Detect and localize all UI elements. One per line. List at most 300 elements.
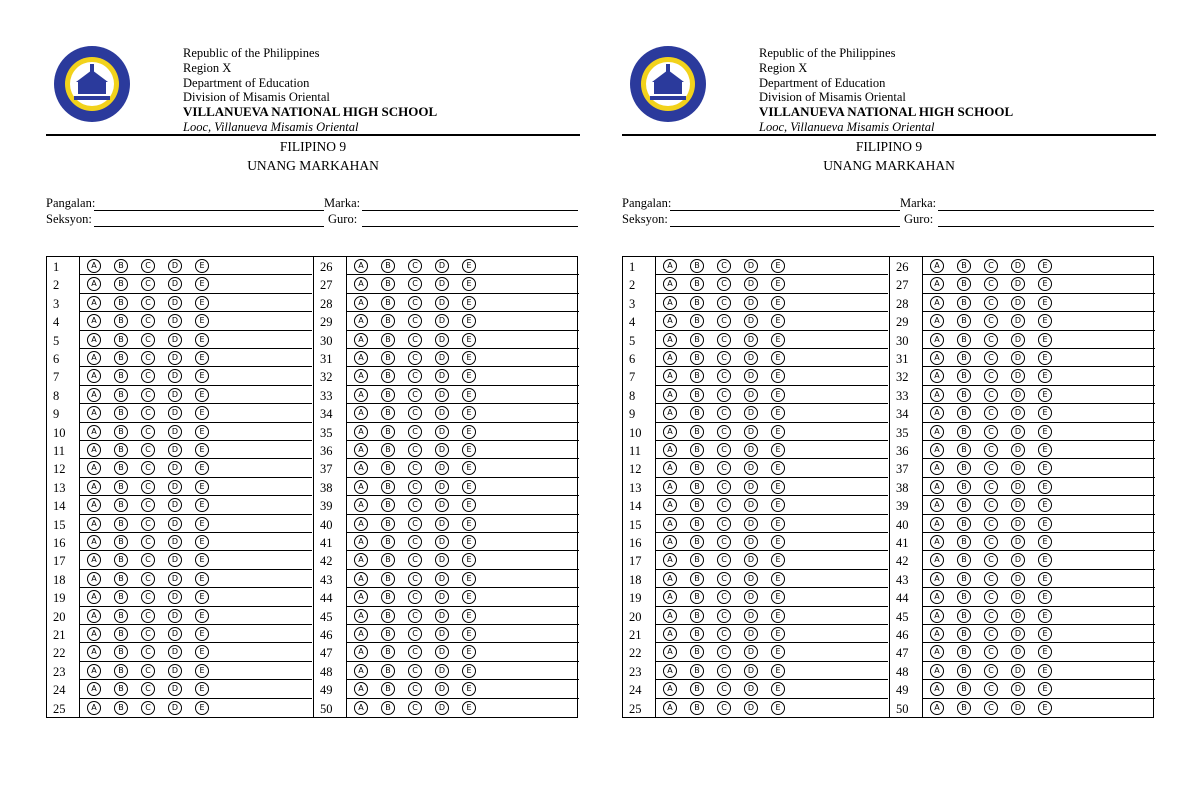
choice-bubble-e[interactable]: E	[195, 517, 209, 531]
choice-bubble-d[interactable]: D	[168, 572, 182, 586]
choice-bubble-e[interactable]: E	[195, 664, 209, 678]
choice-bubble-c[interactable]: C	[984, 406, 998, 420]
choice-bubble-b[interactable]: B	[114, 517, 128, 531]
choice-bubble-c[interactable]: C	[141, 333, 155, 347]
choice-bubble-b[interactable]: B	[957, 590, 971, 604]
choice-bubble-e[interactable]: E	[771, 535, 785, 549]
choice-bubble-b[interactable]: B	[381, 425, 395, 439]
choice-bubble-c[interactable]: C	[984, 517, 998, 531]
choice-bubble-a[interactable]: A	[87, 480, 101, 494]
choice-bubble-d[interactable]: D	[435, 517, 449, 531]
choice-bubble-e[interactable]: E	[462, 682, 476, 696]
choice-bubble-e[interactable]: E	[195, 461, 209, 475]
choice-bubble-b[interactable]: B	[957, 406, 971, 420]
choice-bubble-b[interactable]: B	[957, 535, 971, 549]
choice-bubble-d[interactable]: D	[744, 333, 758, 347]
choice-bubble-c[interactable]: C	[984, 461, 998, 475]
choice-bubble-c[interactable]: C	[141, 682, 155, 696]
choice-bubble-e[interactable]: E	[1038, 517, 1052, 531]
choice-bubble-d[interactable]: D	[1011, 443, 1025, 457]
choice-bubble-b[interactable]: B	[690, 535, 704, 549]
choice-bubble-c[interactable]: C	[408, 682, 422, 696]
choice-bubble-d[interactable]: D	[1011, 627, 1025, 641]
choice-bubble-a[interactable]: A	[663, 277, 677, 291]
choice-bubble-d[interactable]: D	[744, 553, 758, 567]
choice-bubble-d[interactable]: D	[1011, 664, 1025, 678]
choice-bubble-d[interactable]: D	[435, 701, 449, 715]
choice-bubble-d[interactable]: D	[435, 296, 449, 310]
choice-bubble-a[interactable]: A	[930, 535, 944, 549]
choice-bubble-a[interactable]: A	[354, 443, 368, 457]
choice-bubble-b[interactable]: B	[690, 664, 704, 678]
choice-bubble-e[interactable]: E	[195, 480, 209, 494]
choice-bubble-e[interactable]: E	[1038, 498, 1052, 512]
choice-bubble-e[interactable]: E	[771, 406, 785, 420]
choice-bubble-a[interactable]: A	[354, 388, 368, 402]
choice-bubble-b[interactable]: B	[114, 609, 128, 623]
choice-bubble-e[interactable]: E	[771, 259, 785, 273]
choice-bubble-b[interactable]: B	[381, 259, 395, 273]
choice-bubble-a[interactable]: A	[663, 369, 677, 383]
choice-bubble-d[interactable]: D	[168, 535, 182, 549]
choice-bubble-e[interactable]: E	[1038, 388, 1052, 402]
choice-bubble-c[interactable]: C	[717, 553, 731, 567]
choice-bubble-d[interactable]: D	[1011, 701, 1025, 715]
choice-bubble-a[interactable]: A	[354, 314, 368, 328]
choice-bubble-e[interactable]: E	[1038, 406, 1052, 420]
choice-bubble-b[interactable]: B	[690, 425, 704, 439]
choice-bubble-d[interactable]: D	[435, 535, 449, 549]
choice-bubble-b[interactable]: B	[381, 461, 395, 475]
choice-bubble-d[interactable]: D	[168, 664, 182, 678]
choice-bubble-e[interactable]: E	[1038, 627, 1052, 641]
choice-bubble-b[interactable]: B	[957, 701, 971, 715]
choice-bubble-e[interactable]: E	[771, 425, 785, 439]
choice-bubble-c[interactable]: C	[408, 443, 422, 457]
choice-bubble-b[interactable]: B	[957, 682, 971, 696]
choice-bubble-b[interactable]: B	[957, 259, 971, 273]
choice-bubble-e[interactable]: E	[771, 553, 785, 567]
choice-bubble-e[interactable]: E	[771, 296, 785, 310]
choice-bubble-c[interactable]: C	[141, 277, 155, 291]
choice-bubble-b[interactable]: B	[957, 314, 971, 328]
choice-bubble-e[interactable]: E	[1038, 314, 1052, 328]
choice-bubble-d[interactable]: D	[168, 682, 182, 696]
choice-bubble-b[interactable]: B	[114, 590, 128, 604]
choice-bubble-d[interactable]: D	[435, 461, 449, 475]
choice-bubble-d[interactable]: D	[168, 388, 182, 402]
choice-bubble-a[interactable]: A	[930, 461, 944, 475]
choice-bubble-e[interactable]: E	[195, 314, 209, 328]
choice-bubble-d[interactable]: D	[168, 498, 182, 512]
choice-bubble-d[interactable]: D	[744, 388, 758, 402]
choice-bubble-c[interactable]: C	[717, 314, 731, 328]
choice-bubble-c[interactable]: C	[141, 480, 155, 494]
choice-bubble-e[interactable]: E	[462, 590, 476, 604]
choice-bubble-a[interactable]: A	[87, 590, 101, 604]
choice-bubble-a[interactable]: A	[663, 406, 677, 420]
choice-bubble-b[interactable]: B	[690, 517, 704, 531]
choice-bubble-b[interactable]: B	[381, 609, 395, 623]
choice-bubble-d[interactable]: D	[168, 480, 182, 494]
choice-bubble-e[interactable]: E	[195, 388, 209, 402]
choice-bubble-d[interactable]: D	[744, 369, 758, 383]
choice-bubble-d[interactable]: D	[744, 406, 758, 420]
choice-bubble-c[interactable]: C	[141, 369, 155, 383]
choice-bubble-e[interactable]: E	[1038, 351, 1052, 365]
choice-bubble-e[interactable]: E	[462, 296, 476, 310]
choice-bubble-d[interactable]: D	[1011, 277, 1025, 291]
choice-bubble-d[interactable]: D	[168, 590, 182, 604]
choice-bubble-c[interactable]: C	[984, 664, 998, 678]
choice-bubble-c[interactable]: C	[141, 627, 155, 641]
choice-bubble-e[interactable]: E	[771, 461, 785, 475]
choice-bubble-b[interactable]: B	[957, 351, 971, 365]
choice-bubble-b[interactable]: B	[957, 609, 971, 623]
choice-bubble-c[interactable]: C	[408, 609, 422, 623]
choice-bubble-e[interactable]: E	[1038, 461, 1052, 475]
choice-bubble-b[interactable]: B	[381, 590, 395, 604]
choice-bubble-b[interactable]: B	[690, 333, 704, 347]
choice-bubble-a[interactable]: A	[354, 406, 368, 420]
choice-bubble-e[interactable]: E	[1038, 535, 1052, 549]
choice-bubble-a[interactable]: A	[354, 535, 368, 549]
choice-bubble-b[interactable]: B	[957, 296, 971, 310]
choice-bubble-b[interactable]: B	[114, 664, 128, 678]
choice-bubble-b[interactable]: B	[690, 388, 704, 402]
choice-bubble-d[interactable]: D	[1011, 314, 1025, 328]
choice-bubble-c[interactable]: C	[408, 664, 422, 678]
choice-bubble-e[interactable]: E	[1038, 259, 1052, 273]
choice-bubble-c[interactable]: C	[717, 572, 731, 586]
choice-bubble-c[interactable]: C	[141, 443, 155, 457]
choice-bubble-c[interactable]: C	[984, 480, 998, 494]
choice-bubble-d[interactable]: D	[744, 627, 758, 641]
choice-bubble-c[interactable]: C	[408, 701, 422, 715]
teacher-input-line[interactable]	[362, 226, 578, 227]
choice-bubble-d[interactable]: D	[744, 701, 758, 715]
choice-bubble-e[interactable]: E	[1038, 425, 1052, 439]
choice-bubble-a[interactable]: A	[663, 535, 677, 549]
choice-bubble-c[interactable]: C	[408, 369, 422, 383]
choice-bubble-d[interactable]: D	[435, 333, 449, 347]
choice-bubble-c[interactable]: C	[408, 277, 422, 291]
choice-bubble-a[interactable]: A	[663, 590, 677, 604]
choice-bubble-c[interactable]: C	[408, 351, 422, 365]
choice-bubble-a[interactable]: A	[87, 296, 101, 310]
choice-bubble-b[interactable]: B	[957, 517, 971, 531]
choice-bubble-e[interactable]: E	[195, 627, 209, 641]
choice-bubble-d[interactable]: D	[744, 590, 758, 604]
choice-bubble-b[interactable]: B	[114, 645, 128, 659]
choice-bubble-e[interactable]: E	[462, 498, 476, 512]
choice-bubble-e[interactable]: E	[195, 351, 209, 365]
choice-bubble-c[interactable]: C	[717, 333, 731, 347]
choice-bubble-a[interactable]: A	[87, 682, 101, 696]
choice-bubble-a[interactable]: A	[930, 682, 944, 696]
choice-bubble-d[interactable]: D	[1011, 535, 1025, 549]
choice-bubble-b[interactable]: B	[957, 664, 971, 678]
choice-bubble-b[interactable]: B	[690, 369, 704, 383]
choice-bubble-c[interactable]: C	[141, 701, 155, 715]
choice-bubble-c[interactable]: C	[717, 609, 731, 623]
choice-bubble-c[interactable]: C	[141, 498, 155, 512]
choice-bubble-d[interactable]: D	[1011, 645, 1025, 659]
choice-bubble-e[interactable]: E	[195, 682, 209, 696]
choice-bubble-c[interactable]: C	[717, 277, 731, 291]
choice-bubble-e[interactable]: E	[1038, 572, 1052, 586]
choice-bubble-a[interactable]: A	[663, 425, 677, 439]
choice-bubble-a[interactable]: A	[930, 664, 944, 678]
choice-bubble-e[interactable]: E	[462, 406, 476, 420]
choice-bubble-d[interactable]: D	[1011, 369, 1025, 383]
choice-bubble-b[interactable]: B	[957, 425, 971, 439]
choice-bubble-c[interactable]: C	[408, 296, 422, 310]
choice-bubble-d[interactable]: D	[168, 645, 182, 659]
choice-bubble-c[interactable]: C	[141, 590, 155, 604]
choice-bubble-c[interactable]: C	[984, 425, 998, 439]
choice-bubble-a[interactable]: A	[87, 553, 101, 567]
choice-bubble-a[interactable]: A	[354, 572, 368, 586]
choice-bubble-c[interactable]: C	[984, 443, 998, 457]
choice-bubble-b[interactable]: B	[690, 259, 704, 273]
choice-bubble-d[interactable]: D	[168, 701, 182, 715]
choice-bubble-e[interactable]: E	[1038, 480, 1052, 494]
choice-bubble-a[interactable]: A	[930, 425, 944, 439]
choice-bubble-d[interactable]: D	[435, 498, 449, 512]
choice-bubble-e[interactable]: E	[771, 443, 785, 457]
choice-bubble-a[interactable]: A	[354, 701, 368, 715]
choice-bubble-d[interactable]: D	[435, 443, 449, 457]
choice-bubble-d[interactable]: D	[435, 664, 449, 678]
choice-bubble-d[interactable]: D	[435, 314, 449, 328]
choice-bubble-a[interactable]: A	[87, 535, 101, 549]
choice-bubble-a[interactable]: A	[930, 645, 944, 659]
choice-bubble-c[interactable]: C	[984, 277, 998, 291]
choice-bubble-a[interactable]: A	[930, 259, 944, 273]
choice-bubble-d[interactable]: D	[744, 609, 758, 623]
choice-bubble-c[interactable]: C	[717, 498, 731, 512]
choice-bubble-d[interactable]: D	[168, 296, 182, 310]
choice-bubble-d[interactable]: D	[168, 369, 182, 383]
choice-bubble-b[interactable]: B	[381, 553, 395, 567]
choice-bubble-d[interactable]: D	[168, 443, 182, 457]
choice-bubble-b[interactable]: B	[690, 314, 704, 328]
choice-bubble-e[interactable]: E	[771, 480, 785, 494]
choice-bubble-e[interactable]: E	[195, 277, 209, 291]
choice-bubble-c[interactable]: C	[717, 369, 731, 383]
choice-bubble-a[interactable]: A	[663, 259, 677, 273]
choice-bubble-a[interactable]: A	[930, 480, 944, 494]
choice-bubble-b[interactable]: B	[381, 572, 395, 586]
choice-bubble-e[interactable]: E	[462, 553, 476, 567]
choice-bubble-b[interactable]: B	[114, 406, 128, 420]
choice-bubble-c[interactable]: C	[984, 572, 998, 586]
choice-bubble-a[interactable]: A	[930, 296, 944, 310]
choice-bubble-a[interactable]: A	[87, 701, 101, 715]
choice-bubble-b[interactable]: B	[114, 333, 128, 347]
choice-bubble-e[interactable]: E	[1038, 333, 1052, 347]
choice-bubble-e[interactable]: E	[771, 517, 785, 531]
choice-bubble-c[interactable]: C	[141, 645, 155, 659]
choice-bubble-a[interactable]: A	[930, 333, 944, 347]
choice-bubble-c[interactable]: C	[717, 535, 731, 549]
choice-bubble-b[interactable]: B	[114, 351, 128, 365]
choice-bubble-a[interactable]: A	[87, 259, 101, 273]
choice-bubble-e[interactable]: E	[195, 645, 209, 659]
choice-bubble-e[interactable]: E	[771, 627, 785, 641]
choice-bubble-d[interactable]: D	[435, 259, 449, 273]
choice-bubble-d[interactable]: D	[168, 517, 182, 531]
choice-bubble-d[interactable]: D	[435, 609, 449, 623]
choice-bubble-a[interactable]: A	[663, 498, 677, 512]
choice-bubble-d[interactable]: D	[435, 572, 449, 586]
choice-bubble-e[interactable]: E	[771, 572, 785, 586]
choice-bubble-a[interactable]: A	[663, 627, 677, 641]
choice-bubble-a[interactable]: A	[930, 609, 944, 623]
choice-bubble-e[interactable]: E	[462, 572, 476, 586]
choice-bubble-a[interactable]: A	[354, 498, 368, 512]
choice-bubble-b[interactable]: B	[957, 443, 971, 457]
choice-bubble-e[interactable]: E	[195, 369, 209, 383]
choice-bubble-b[interactable]: B	[114, 682, 128, 696]
choice-bubble-a[interactable]: A	[354, 351, 368, 365]
section-input-line[interactable]	[670, 226, 900, 227]
choice-bubble-b[interactable]: B	[381, 627, 395, 641]
choice-bubble-a[interactable]: A	[87, 443, 101, 457]
choice-bubble-b[interactable]: B	[114, 443, 128, 457]
name-input-line[interactable]	[670, 210, 900, 211]
choice-bubble-e[interactable]: E	[462, 645, 476, 659]
choice-bubble-b[interactable]: B	[381, 406, 395, 420]
choice-bubble-c[interactable]: C	[717, 480, 731, 494]
choice-bubble-c[interactable]: C	[141, 664, 155, 678]
choice-bubble-a[interactable]: A	[354, 461, 368, 475]
choice-bubble-d[interactable]: D	[435, 351, 449, 365]
choice-bubble-e[interactable]: E	[1038, 682, 1052, 696]
choice-bubble-d[interactable]: D	[168, 277, 182, 291]
choice-bubble-c[interactable]: C	[408, 259, 422, 273]
choice-bubble-d[interactable]: D	[1011, 388, 1025, 402]
choice-bubble-c[interactable]: C	[408, 388, 422, 402]
choice-bubble-b[interactable]: B	[957, 627, 971, 641]
choice-bubble-d[interactable]: D	[744, 535, 758, 549]
choice-bubble-a[interactable]: A	[930, 443, 944, 457]
choice-bubble-d[interactable]: D	[435, 277, 449, 291]
choice-bubble-e[interactable]: E	[462, 535, 476, 549]
choice-bubble-b[interactable]: B	[114, 498, 128, 512]
choice-bubble-d[interactable]: D	[168, 609, 182, 623]
choice-bubble-b[interactable]: B	[381, 480, 395, 494]
choice-bubble-e[interactable]: E	[195, 590, 209, 604]
score-input-line[interactable]	[362, 210, 578, 211]
choice-bubble-c[interactable]: C	[141, 461, 155, 475]
choice-bubble-c[interactable]: C	[141, 553, 155, 567]
choice-bubble-e[interactable]: E	[771, 314, 785, 328]
choice-bubble-a[interactable]: A	[354, 277, 368, 291]
choice-bubble-a[interactable]: A	[87, 498, 101, 512]
choice-bubble-a[interactable]: A	[87, 388, 101, 402]
choice-bubble-a[interactable]: A	[354, 645, 368, 659]
choice-bubble-c[interactable]: C	[141, 314, 155, 328]
choice-bubble-e[interactable]: E	[195, 425, 209, 439]
choice-bubble-a[interactable]: A	[663, 701, 677, 715]
choice-bubble-b[interactable]: B	[381, 443, 395, 457]
choice-bubble-e[interactable]: E	[195, 553, 209, 567]
choice-bubble-c[interactable]: C	[984, 333, 998, 347]
choice-bubble-e[interactable]: E	[462, 480, 476, 494]
choice-bubble-e[interactable]: E	[462, 333, 476, 347]
choice-bubble-c[interactable]: C	[408, 406, 422, 420]
choice-bubble-d[interactable]: D	[1011, 609, 1025, 623]
choice-bubble-b[interactable]: B	[381, 277, 395, 291]
choice-bubble-a[interactable]: A	[87, 314, 101, 328]
choice-bubble-d[interactable]: D	[1011, 682, 1025, 696]
choice-bubble-d[interactable]: D	[168, 351, 182, 365]
choice-bubble-c[interactable]: C	[141, 425, 155, 439]
choice-bubble-a[interactable]: A	[930, 572, 944, 586]
choice-bubble-a[interactable]: A	[930, 388, 944, 402]
choice-bubble-b[interactable]: B	[957, 369, 971, 383]
choice-bubble-b[interactable]: B	[114, 572, 128, 586]
choice-bubble-a[interactable]: A	[87, 461, 101, 475]
choice-bubble-a[interactable]: A	[930, 553, 944, 567]
section-input-line[interactable]	[94, 226, 324, 227]
choice-bubble-d[interactable]: D	[1011, 296, 1025, 310]
choice-bubble-d[interactable]: D	[1011, 425, 1025, 439]
choice-bubble-a[interactable]: A	[663, 664, 677, 678]
choice-bubble-a[interactable]: A	[87, 609, 101, 623]
choice-bubble-b[interactable]: B	[114, 388, 128, 402]
choice-bubble-b[interactable]: B	[690, 609, 704, 623]
choice-bubble-d[interactable]: D	[744, 443, 758, 457]
choice-bubble-d[interactable]: D	[168, 259, 182, 273]
choice-bubble-b[interactable]: B	[114, 535, 128, 549]
choice-bubble-b[interactable]: B	[381, 682, 395, 696]
choice-bubble-e[interactable]: E	[1038, 609, 1052, 623]
choice-bubble-d[interactable]: D	[1011, 333, 1025, 347]
choice-bubble-b[interactable]: B	[381, 388, 395, 402]
choice-bubble-c[interactable]: C	[141, 388, 155, 402]
choice-bubble-d[interactable]: D	[435, 645, 449, 659]
choice-bubble-d[interactable]: D	[168, 627, 182, 641]
choice-bubble-d[interactable]: D	[1011, 351, 1025, 365]
choice-bubble-a[interactable]: A	[663, 553, 677, 567]
choice-bubble-b[interactable]: B	[381, 296, 395, 310]
choice-bubble-a[interactable]: A	[87, 517, 101, 531]
choice-bubble-d[interactable]: D	[435, 425, 449, 439]
score-input-line[interactable]	[938, 210, 1154, 211]
choice-bubble-a[interactable]: A	[87, 369, 101, 383]
choice-bubble-c[interactable]: C	[984, 369, 998, 383]
choice-bubble-a[interactable]: A	[930, 314, 944, 328]
choice-bubble-e[interactable]: E	[771, 333, 785, 347]
choice-bubble-a[interactable]: A	[87, 277, 101, 291]
choice-bubble-e[interactable]: E	[462, 259, 476, 273]
choice-bubble-c[interactable]: C	[984, 351, 998, 365]
choice-bubble-b[interactable]: B	[381, 645, 395, 659]
choice-bubble-d[interactable]: D	[168, 553, 182, 567]
choice-bubble-a[interactable]: A	[930, 406, 944, 420]
choice-bubble-e[interactable]: E	[1038, 701, 1052, 715]
choice-bubble-d[interactable]: D	[744, 517, 758, 531]
choice-bubble-a[interactable]: A	[354, 590, 368, 604]
choice-bubble-a[interactable]: A	[354, 664, 368, 678]
choice-bubble-a[interactable]: A	[87, 425, 101, 439]
choice-bubble-d[interactable]: D	[744, 498, 758, 512]
choice-bubble-d[interactable]: D	[744, 461, 758, 475]
choice-bubble-c[interactable]: C	[408, 425, 422, 439]
